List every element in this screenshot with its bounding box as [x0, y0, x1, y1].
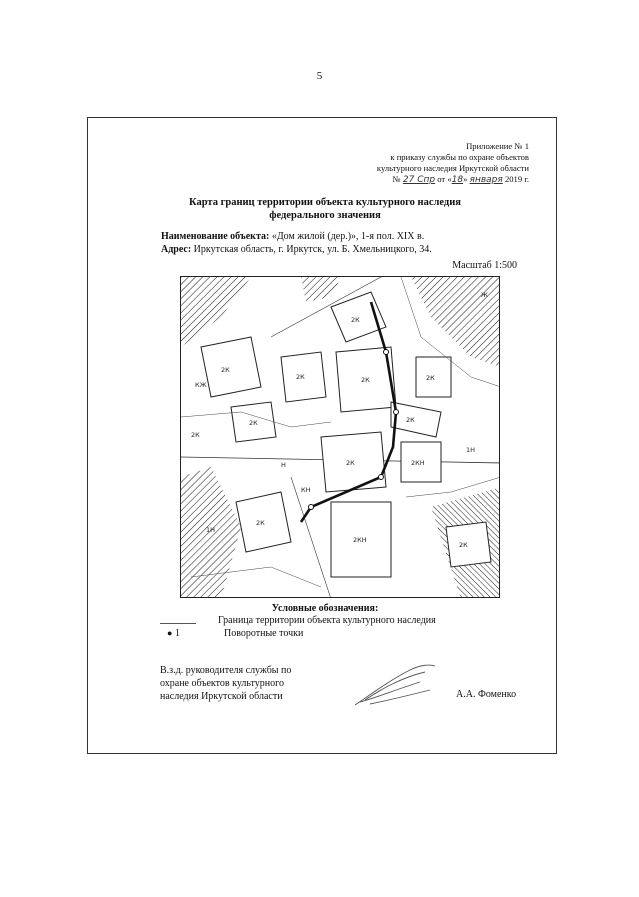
handwritten-signature	[350, 660, 440, 710]
order-month: января	[469, 175, 503, 185]
map-scale: Масштаб 1:500	[452, 260, 517, 271]
map-label: КЖ	[195, 381, 207, 389]
page-number: 5	[316, 70, 323, 82]
map-label: 2КН	[353, 536, 367, 544]
appendix-line-3: культурного наследия Иркутской области	[376, 163, 529, 173]
map-label: 2К	[426, 374, 435, 382]
order-year: 2019 г.	[504, 174, 529, 184]
order-day: 18	[451, 175, 464, 185]
map-drawing	[181, 277, 500, 598]
hatched-area-n	[301, 277, 341, 302]
building	[391, 402, 441, 437]
hatched-area-nw	[181, 277, 251, 347]
turning-point	[309, 505, 314, 510]
signature-position-line-3: наследия Иркутской области	[160, 691, 283, 702]
object-name-value: «Дом жилой (дер.)», 1-я пол. XIX в.	[271, 231, 425, 242]
object-name-row	[161, 231, 424, 242]
turning-point	[384, 350, 389, 355]
signatory-name: А.А. Фоменко	[456, 689, 517, 700]
map-label: Н	[281, 461, 286, 469]
legend-title: Условные обозначения:	[271, 603, 379, 614]
map-label: 2К	[249, 419, 258, 427]
map-label: 2К	[221, 366, 230, 374]
map-label: 1Н	[206, 526, 216, 534]
order-no-prefix: №	[392, 174, 401, 184]
appendix-line-1: Приложение № 1	[466, 141, 529, 151]
order-mid: »	[463, 174, 468, 184]
object-address-row	[161, 244, 432, 255]
map-label: 2К	[406, 416, 415, 424]
turning-point	[379, 475, 384, 480]
cadastral-map	[180, 276, 500, 598]
map-label: 2К	[351, 316, 360, 324]
map-label: 2К	[256, 519, 265, 527]
map-label: 2К	[361, 376, 370, 384]
building	[446, 522, 491, 567]
map-label: 1Н	[466, 446, 476, 454]
map-label: 2К	[459, 541, 468, 549]
map-label: 2К	[346, 459, 355, 467]
object-address-value: Иркутская область, г. Иркутск, ул. Б. Хмельницкого, 34.	[193, 244, 432, 255]
turning-point	[394, 410, 399, 415]
object-name-label: Наименование объекта:	[161, 231, 270, 242]
appendix-line-2: к приказу службы по охране объектов	[390, 152, 529, 162]
object-address-label: Адрес:	[161, 244, 192, 255]
legend-point-number: 1	[174, 628, 180, 639]
legend-boundary-symbol	[160, 623, 196, 624]
document-title-line-1: Карта границ территории объекта культурного наследия	[189, 197, 461, 208]
map-label: КН	[301, 486, 311, 494]
map-label: 2К	[296, 373, 305, 381]
order-from-prefix: от «	[437, 174, 452, 184]
signature-position-line-1: В.з.д. руководителя службы по	[160, 665, 292, 676]
building	[201, 337, 261, 397]
appendix-order-line	[393, 174, 529, 186]
legend-boundary-label: Граница территории объекта культурного наследия	[218, 615, 436, 626]
legend-point-label: Поворотные точки	[224, 628, 304, 639]
map-label: 2К	[191, 431, 200, 439]
map-label: Ж	[481, 291, 489, 299]
signature-position-line-2: охране объектов культурного	[160, 678, 285, 689]
document-title-line-2: федерального значения	[269, 210, 381, 221]
legend-point-symbol: ● 1	[167, 628, 180, 639]
map-label: 2КН	[411, 459, 425, 467]
order-number: 27 Спр	[402, 175, 436, 185]
